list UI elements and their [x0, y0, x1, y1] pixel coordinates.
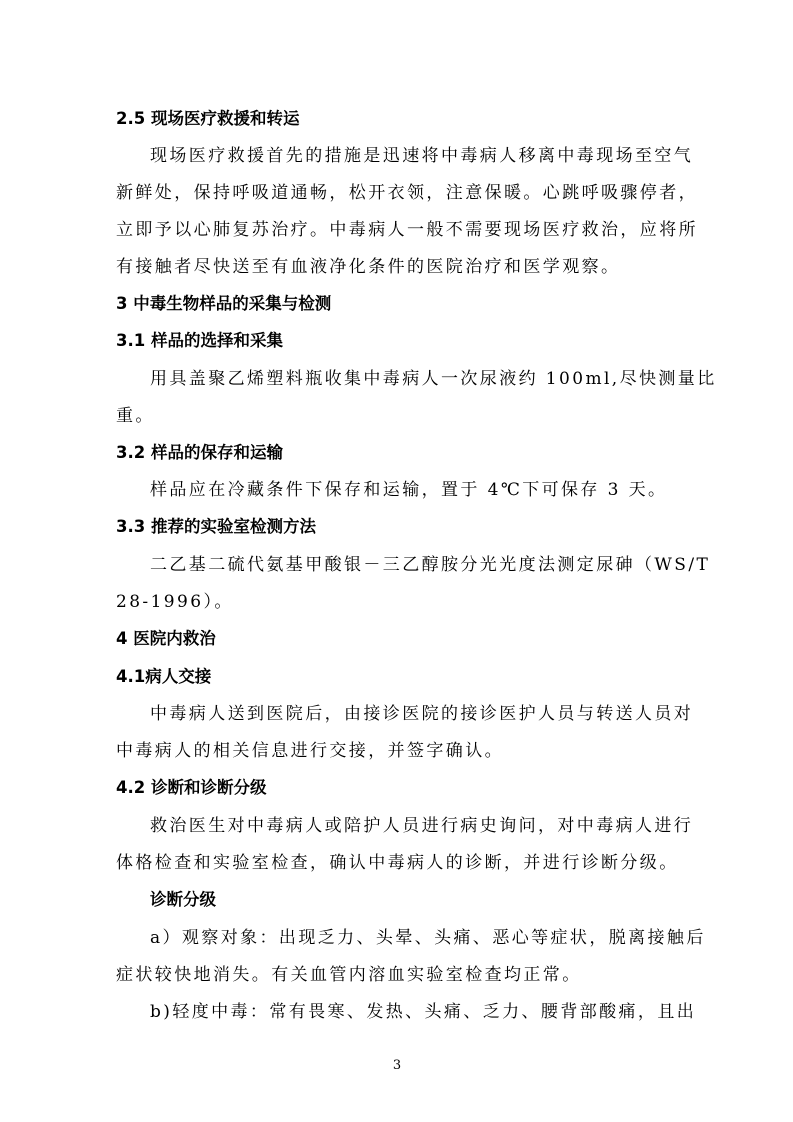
paragraph-line: 重。	[116, 406, 155, 426]
paragraph-line: 样品应在冷藏条件下保存和运输，置于 4℃下可保存 3 天。	[150, 480, 668, 500]
page-number: 3	[392, 1058, 402, 1073]
paragraph-line: 现场医疗救援首先的措施是迅速将中毒病人移离中毒现场至空气	[150, 146, 694, 166]
list-item-line: 症状较快地消失。有关血管内溶血实验室检查均正常。	[116, 965, 582, 985]
paragraph-line: 28-1996）。	[116, 592, 234, 612]
paragraph-line: 二乙基二硫代氨基甲酸银－三乙醇胺分光光度法测定尿砷（WS/T	[150, 555, 711, 575]
section-heading-4: 4 医院内救治	[116, 629, 216, 648]
paragraph-line: 中毒病人的相关信息进行交接，并签字确认。	[116, 741, 504, 761]
section-heading-3-2: 3.2 样品的保存和运输	[116, 443, 283, 462]
paragraph-line: 有接触者尽快送至有血液净化条件的医院治疗和医学观察。	[116, 257, 621, 277]
paragraph-line: 新鲜处，保持呼吸道通畅，松开衣领，注意保暖。心跳呼吸骤停者，	[116, 183, 698, 203]
list-item-line: b)轻度中毒：常有畏寒、发热、头痛、乏力、腰背部酸痛，且出	[150, 1002, 697, 1022]
section-heading-2-5: 2.5 现场医疗救援和转运	[116, 109, 300, 128]
section-heading-3-3: 3.3 推荐的实验室检测方法	[116, 517, 316, 536]
section-heading-3-1: 3.1 样品的选择和采集	[116, 331, 283, 350]
paragraph-line: 中毒病人送到医院后，由接诊医院的接诊医护人员与转送人员对	[150, 704, 694, 724]
section-heading-4-1: 4.1病人交接	[116, 667, 212, 686]
paragraph-line: 救治医生对中毒病人或陪护人员进行病史询问，对中毒病人进行	[150, 816, 694, 836]
section-heading-4-2: 4.2 诊断和诊断分级	[116, 778, 267, 797]
subheading-diagnosis-grading: 诊断分级	[150, 890, 216, 909]
paragraph-line: 体格检查和实验室检查，确认中毒病人的诊断，并进行诊断分级。	[116, 853, 679, 873]
paragraph-line: 立即予以心肺复苏治疗。中毒病人一般不需要现场医疗救治，应将所	[116, 220, 698, 240]
section-heading-3: 3 中毒生物样品的采集与检测	[116, 294, 332, 313]
paragraph-line: 用具盖聚乙烯塑料瓶收集中毒病人一次尿液约 100ml,尽快测量比	[150, 369, 717, 389]
list-item-line: a）观察对象：出现乏力、头晕、头痛、恶心等症状，脱离接触后	[150, 928, 706, 948]
